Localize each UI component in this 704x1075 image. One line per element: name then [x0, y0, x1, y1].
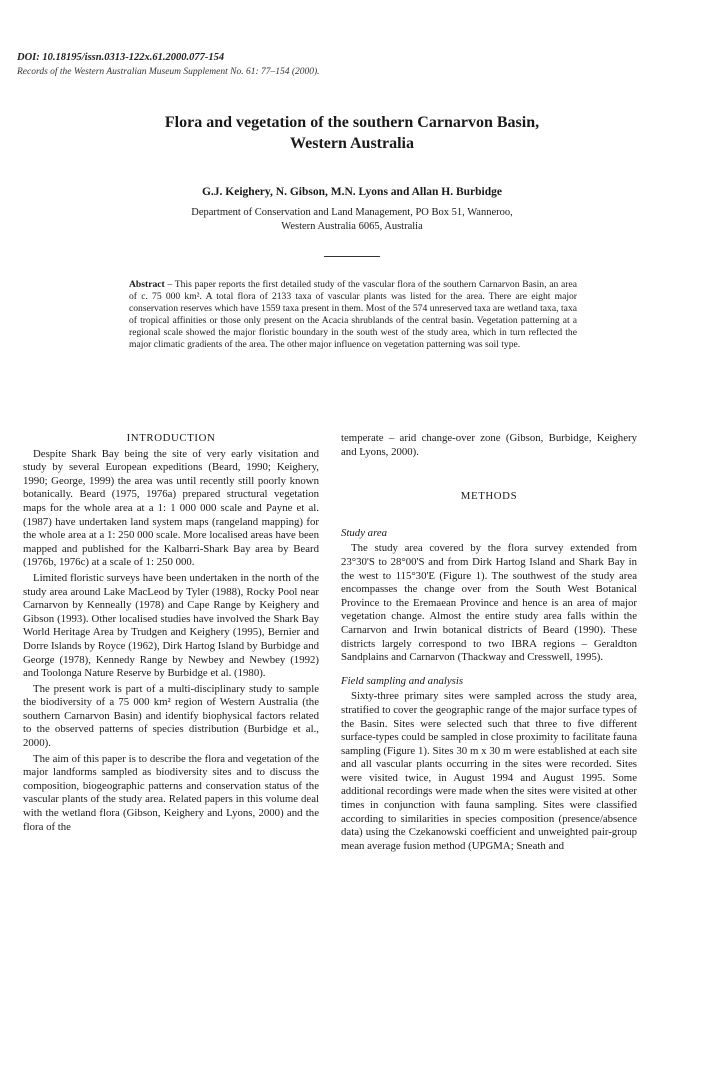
intro-paragraph-4: The aim of this paper is to describe the flora and vegetation of the major landforms sampled as biodiversity sites and to discuss the composition, biogeographic patterns and conservation status of the vascular plants of the study area. Related papers in this volume deal with the wetland flora (Gibson, Keighery and Lyons, 2000) and the flora of the [23, 752, 319, 833]
field-sampling-text: Sixty-three primary sites were sampled across the study area, stratified to cover the geographic range of the major surface types of the Basin. Sites were selected such that three to five different surface-types could be sampled in close proximity to facilitate fauna sampling (Figure 1). Sites 30 m x 30 m were established at each site and all vascular plants occurring in the sites were recorded. Sites were visited twice, in August 1994 and August 1995. Some additional recordings were made when the sites were visited at other times in conjunction with fauna sampling. Sites were classified according to similarities in species composition (presence/absence data) using the Czekanowski coefficient and unweighted pair-group mean average fusion method (UPGMA; Sneath and [341, 690, 637, 852]
intro-paragraph-3: The present work is part of a multi-disciplinary study to sample the biodiversity of a 75 000 km² region of Western Australia (the southern Carnarvon Basin) and identify biophysical factors related to the observed patterns of species distribution (Burbidge et al., 2000). [23, 682, 319, 750]
intro-continuation: temperate – arid change-over zone (Gibson, Burbidge, Keighery and Lyons, 2000). [341, 432, 637, 458]
affiliation-line-2: Western Australia 6065, Australia [281, 221, 423, 232]
title-divider [324, 256, 380, 257]
study-area-text: The study area covered by the flora survey extended from 23°30'S to 28°00'S and from Dirk Hartog Island and Shark Bay in the west to 115°30'E (Figure 1). The southwest of the study area encompasses the change over from the South West Botanical Province to the Eremaean Province and hence is an area of major vegetation change. Almost the entire study area falls within the Carnarvon and Irwin botanical districts of Beard (1990). These districts largely correspond to two IBRA regions – Geraldton Sandplains and Carnarvon (Thackway and Cresswell, 1995). [341, 542, 637, 664]
doi-line: DOI: 10.18195/issn.0313-122x.61.2000.077-154 [17, 52, 225, 63]
affiliation-line-1: Department of Conservation and Land Management, PO Box 51, Wanneroo, [191, 207, 513, 218]
abstract [129, 279, 577, 350]
cropped-top-line [0, 0, 704, 6]
right-column [341, 432, 637, 855]
intro-paragraph-1: Despite Shark Bay being the site of very early visitation and study by several European expeditions (Beard, 1990; Keighery, 1990; George, 1999) the area was until recently still poorly known botanically. Beard (1975, 1976a) prepared structural vegetation maps for the whole area at a 1: 1 000 000 scale and Payne et al. (1987) have undertaken land system maps (rangeland mapping) for the whole area at a 1: 250 000 scale. More localised areas have been mapped and published for the Kalbarri-Shark Bay area by Beard (1976b, 1976c) at a scale of 1: 250 000. [23, 447, 319, 569]
study-area-subheading: Study area [341, 526, 388, 539]
intro-paragraph-2: Limited floristic surveys have been undertaken in the north of the study area around Lake MacLeod by Tyler (1988), Rocky Pool near Carnarvon by Kenneally (1978) and Cape Range by Keighery and Gibson (1993). Other localised studies have involved the Shark Bay World Heritage Area by Trudgen and Keighery (1995), Bernier and Dorre Islands by Royce (1962), Dirk Hartog Island by Burbidge and George (1978), Kennedy Range by Newbey and Newbey (1992) and Toolonga Nature Reserve by Burbidge et al. (1980). [23, 571, 319, 680]
journal-reference: Records of the Western Australian Museum Supplement No. 61: 77–154 (2000). [17, 67, 320, 77]
methods-heading: METHODS [460, 490, 518, 503]
authors: G.J. Keighery, N. Gibson, M.N. Lyons and Allan H. Burbidge [201, 186, 503, 198]
spacer [341, 506, 637, 517]
title-line-1: Flora and vegetation of the southern Carnarvon Basin, [164, 114, 540, 131]
abstract-label: Abstract [129, 279, 165, 290]
affiliation [100, 206, 604, 234]
abstract-text: – This paper reports the first detailed study of the vascular flora of the southern Carnarvon Basin, an area of c. 75 000 km². A total flora of 2133 taxa of vascular plants was listed for the area. There are eight major conservation reserves which have 1559 taxa present in them. Most of the 574 unreserved taxa are wetland taxa, taxa of tropical affinities or those only present on the Acacia shrublands of the central basin. Vegetation patterning at a regional scale showed the major floristic boundary in the south west of the study area, which in turn reflected the major climatic gradients of the area. The other major influence on vegetation patterning was soil type. [129, 279, 577, 350]
title-line-2: Western Australia [290, 135, 414, 152]
left-column [23, 432, 319, 836]
spacer [341, 461, 637, 490]
introduction-heading: INTRODUCTION [126, 432, 216, 444]
paper-title [60, 112, 644, 154]
field-sampling-subheading: Field sampling and analysis [341, 674, 464, 687]
